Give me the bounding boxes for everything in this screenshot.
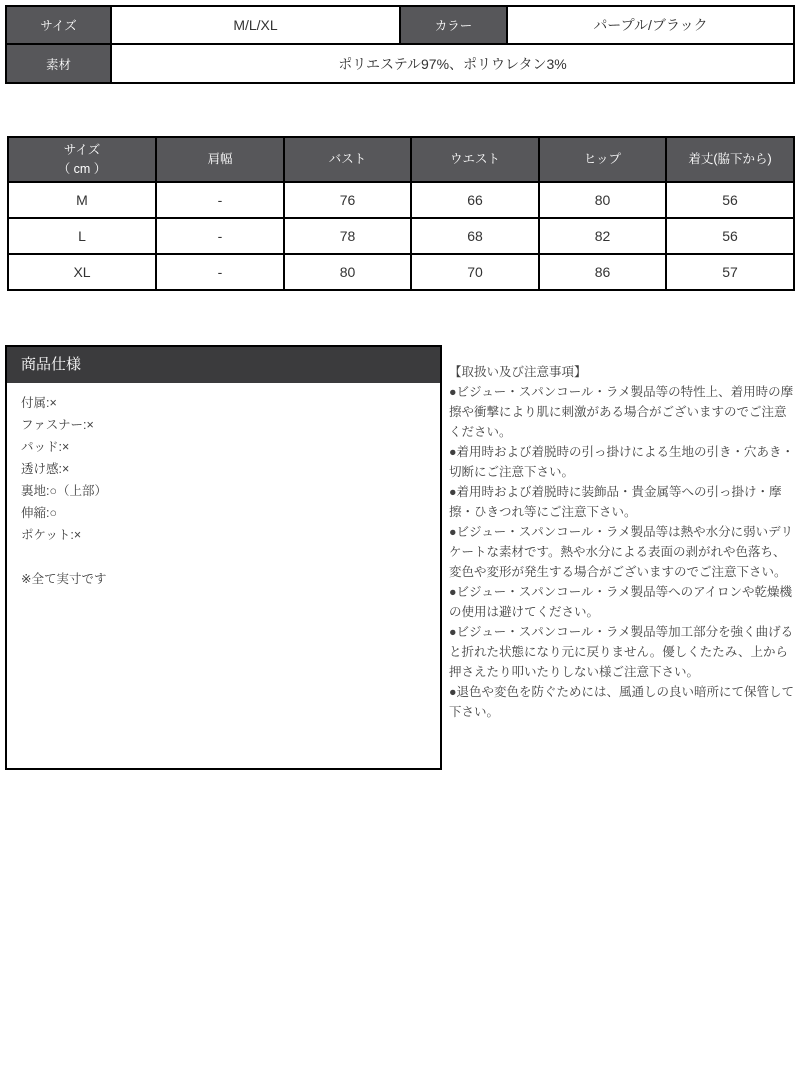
cell: 70 — [411, 254, 539, 290]
header-shoulder: 肩幅 — [156, 137, 284, 182]
cell: - — [156, 218, 284, 254]
header-bust: バスト — [284, 137, 411, 182]
header-size-line1: サイズ — [63, 142, 101, 157]
color-value-cell: パープル/ブラック — [507, 6, 794, 44]
cell: 66 — [411, 182, 539, 218]
care-note-bullet: ●着用時および着脱時に装飾品・貴金属等への引っ掛け・摩擦・ひきつれ等にご注意下さい。 — [449, 485, 782, 519]
header-hip: ヒップ — [539, 137, 666, 182]
cell: 78 — [284, 218, 411, 254]
cell: 57 — [666, 254, 794, 290]
care-note-bullet: ●退色や変色を防ぐためには、風通しの良い暗所にて保管して下さい。 — [449, 685, 795, 719]
cell: L — [8, 218, 156, 254]
cell: 68 — [411, 218, 539, 254]
size-measurement-table — [7, 136, 795, 291]
spec-box-title: 商品仕様 — [7, 347, 440, 383]
header-size-cm — [8, 137, 156, 182]
product-spec-box — [5, 345, 442, 770]
spec-item: 透け感:× — [21, 462, 70, 476]
size-row-m — [8, 182, 794, 218]
cell: 86 — [539, 254, 666, 290]
spec-box-content — [7, 383, 440, 599]
care-note-bullet: ●ビジュー・スパンコール・ラメ製品等加工部分を強く曲げると折れた状態になり元に戻りません。優しくたたみ、上から押さえたり叩いたりしない様ご注意下さい。 — [449, 625, 794, 679]
cell: 80 — [539, 182, 666, 218]
product-info-table — [5, 5, 795, 84]
cell: - — [156, 254, 284, 290]
cell: 82 — [539, 218, 666, 254]
care-note-bullet: ●ビジュー・スパンコール・ラメ製品等へのアイロンや乾燥機の使用は避けてください。 — [449, 585, 793, 619]
care-notes — [449, 362, 796, 722]
size-table-header-row — [8, 137, 794, 182]
care-notes-title: 【取扱い及び注意事項】 — [449, 365, 587, 379]
product-info-row-material — [6, 44, 794, 83]
color-label-cell: カラー — [400, 6, 507, 44]
care-note-bullet: ●ビジュー・スパンコール・ラメ製品等は熱や水分に弱いデリケートな素材です。熱や水分による表面の剥がれや色落ち、変色や変形が発生する場合がございますのでご注意下さい。 — [449, 525, 794, 579]
cell: 56 — [666, 182, 794, 218]
cell: - — [156, 182, 284, 218]
spec-item: 裏地:○（上部） — [21, 484, 108, 498]
cell: M — [8, 182, 156, 218]
size-label-cell: サイズ — [6, 6, 111, 44]
size-row-l — [8, 218, 794, 254]
cell: 56 — [666, 218, 794, 254]
care-note-bullet: ●着用時および着脱時の引っ掛けによる生地の引き・穴あき・切断にご注意下さい。 — [449, 445, 795, 479]
size-value-cell: M/L/XL — [111, 6, 400, 44]
size-row-xl — [8, 254, 794, 290]
spec-note: ※全て実寸です — [21, 572, 107, 586]
spec-item: ポケット:× — [21, 528, 82, 542]
product-info-row-size-color — [6, 6, 794, 44]
material-value-cell: ポリエステル97%、ポリウレタン3% — [111, 44, 794, 83]
header-size-line2: （ cm ） — [57, 161, 107, 176]
header-waist: ウエスト — [411, 137, 539, 182]
cell: 80 — [284, 254, 411, 290]
spec-item: 付属:× — [21, 396, 57, 410]
spec-item: ファスナー:× — [21, 418, 94, 432]
care-note-bullet: ●ビジュー・スパンコール・ラメ製品等の特性上、着用時の摩擦や衝撃により肌に刺激がある場合がございますのでご注意ください。 — [449, 385, 794, 439]
spec-item: パッド:× — [21, 440, 70, 454]
cell: 76 — [284, 182, 411, 218]
spec-item: 伸縮:○ — [21, 506, 58, 520]
material-label-cell: 素材 — [6, 44, 111, 83]
cell: XL — [8, 254, 156, 290]
header-length: 着丈(脇下から) — [666, 137, 794, 182]
